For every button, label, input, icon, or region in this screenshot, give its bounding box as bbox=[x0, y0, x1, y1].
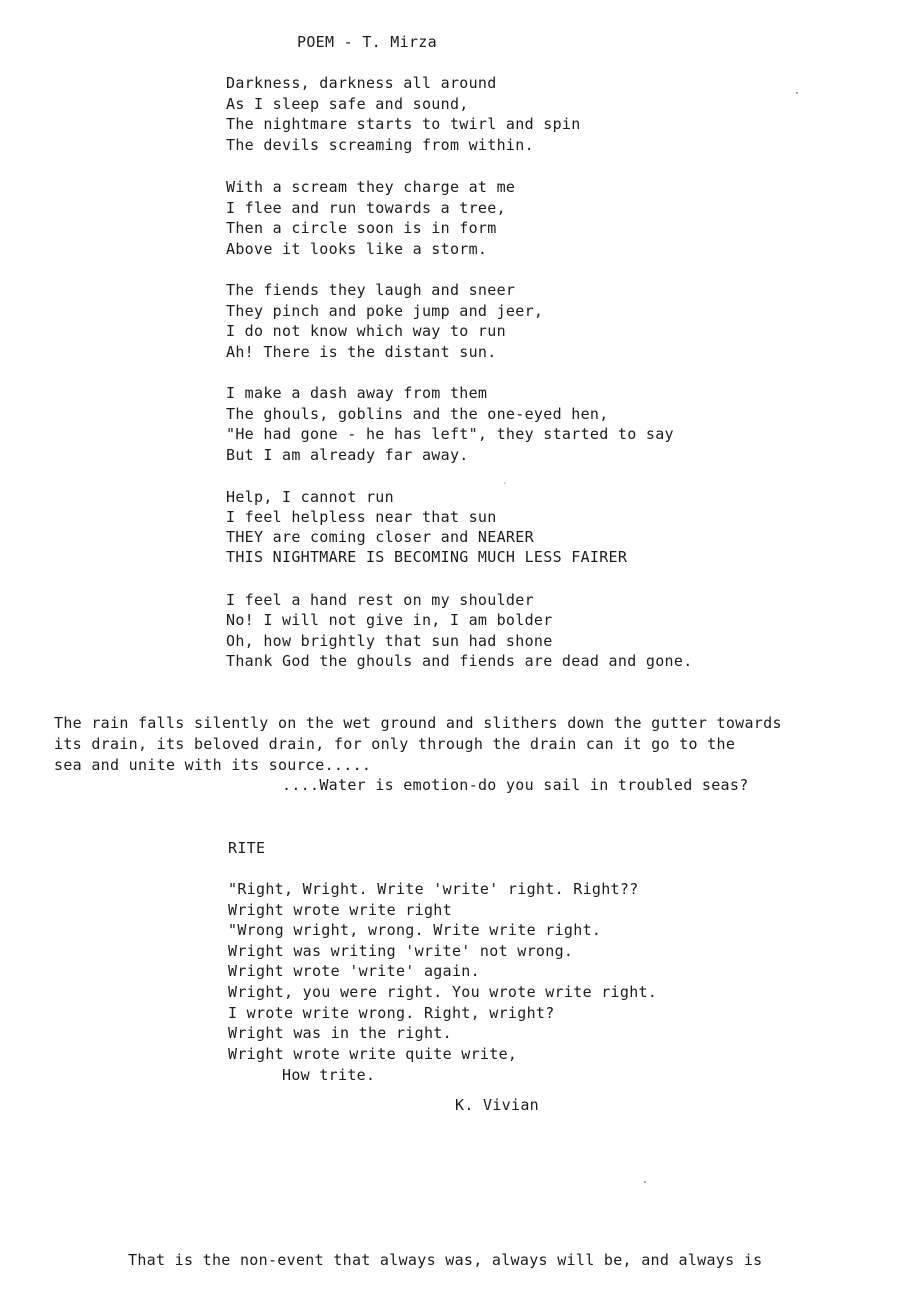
poem-line: Above it looks like a storm. bbox=[226, 240, 488, 258]
poem-line: I feel a hand rest on my shoulder bbox=[226, 591, 534, 609]
poem-line: Wright wrote 'write' again. bbox=[228, 962, 480, 980]
poem-line: The devils screaming from within. bbox=[226, 136, 534, 154]
paper-speck bbox=[644, 1181, 646, 1183]
poem-line: "Right, Wright. Write 'write' right. Right?? bbox=[228, 880, 639, 898]
poem-title: RITE bbox=[228, 839, 266, 857]
poem-line: Darkness, darkness all around bbox=[226, 74, 497, 92]
poem-line: I wrote write wrong. Right, wright? bbox=[228, 1004, 555, 1022]
poem-closing-line: How trite. bbox=[282, 1066, 376, 1084]
poem-line: The ghouls, goblins and the one-eyed hen, bbox=[226, 405, 609, 423]
poem-line: Oh, how brightly that sun had shone bbox=[226, 632, 553, 650]
closing-statement: That is the non-event that always was, always will be, and always is bbox=[128, 1251, 763, 1269]
poem-line: Wright wrote write right bbox=[228, 901, 452, 919]
prose-line: its drain, its beloved drain, for only through the drain can it go to the bbox=[54, 735, 736, 753]
poem-line: But I am already far away. bbox=[226, 446, 469, 464]
prose-line: The rain falls silently on the wet ground and slithers down the gutter towards bbox=[54, 714, 782, 732]
poem-line: As I sleep safe and sound, bbox=[226, 95, 469, 113]
poem-line: Help, I cannot run bbox=[226, 488, 394, 506]
prose-line: sea and unite with its source..... bbox=[54, 756, 372, 774]
poem-line: "He had gone - he has left", they started to say bbox=[226, 425, 674, 443]
poem-line: I make a dash away from them bbox=[226, 384, 488, 402]
poem-author: K. Vivian bbox=[455, 1096, 539, 1114]
poem-line: Wright wrote write quite write, bbox=[228, 1045, 518, 1063]
poem-line: THIS NIGHTMARE IS BECOMING MUCH LESS FAIRER bbox=[226, 548, 628, 566]
paper-speck bbox=[504, 482, 506, 484]
poem-line: THEY are coming closer and NEARER bbox=[226, 528, 534, 546]
poem-line: No! I will not give in, I am bolder bbox=[226, 611, 553, 629]
poem-line: Then a circle soon is in form bbox=[226, 219, 497, 237]
poem-line: The nightmare starts to twirl and spin bbox=[226, 115, 581, 133]
poem-line: Wright, you were right. You wrote write right. bbox=[228, 983, 658, 1001]
paper-speck bbox=[796, 92, 798, 94]
poem-line: I feel helpless near that sun bbox=[226, 508, 497, 526]
poem-line: Wright was writing 'write' not wrong. bbox=[228, 942, 574, 960]
poem-line: Ah! There is the distant sun. bbox=[226, 343, 497, 361]
poem-line: I flee and run towards a tree, bbox=[226, 199, 506, 217]
prose-coda: ....Water is emotion-do you sail in troubled seas? bbox=[282, 776, 749, 794]
poem-line: Wright was in the right. bbox=[228, 1024, 452, 1042]
poem-line: Thank God the ghouls and fiends are dead and gone. bbox=[226, 652, 693, 670]
poem-line: With a scream they charge at me bbox=[226, 178, 516, 196]
poem-line: "Wrong wright, wrong. Write write right. bbox=[228, 921, 602, 939]
poem-line: I do not know which way to run bbox=[226, 322, 506, 340]
poem-line: They pinch and poke jump and jeer, bbox=[226, 302, 544, 320]
poem-title: POEM - T. Mirza bbox=[297, 33, 437, 51]
poem-line: The fiends they laugh and sneer bbox=[226, 281, 516, 299]
